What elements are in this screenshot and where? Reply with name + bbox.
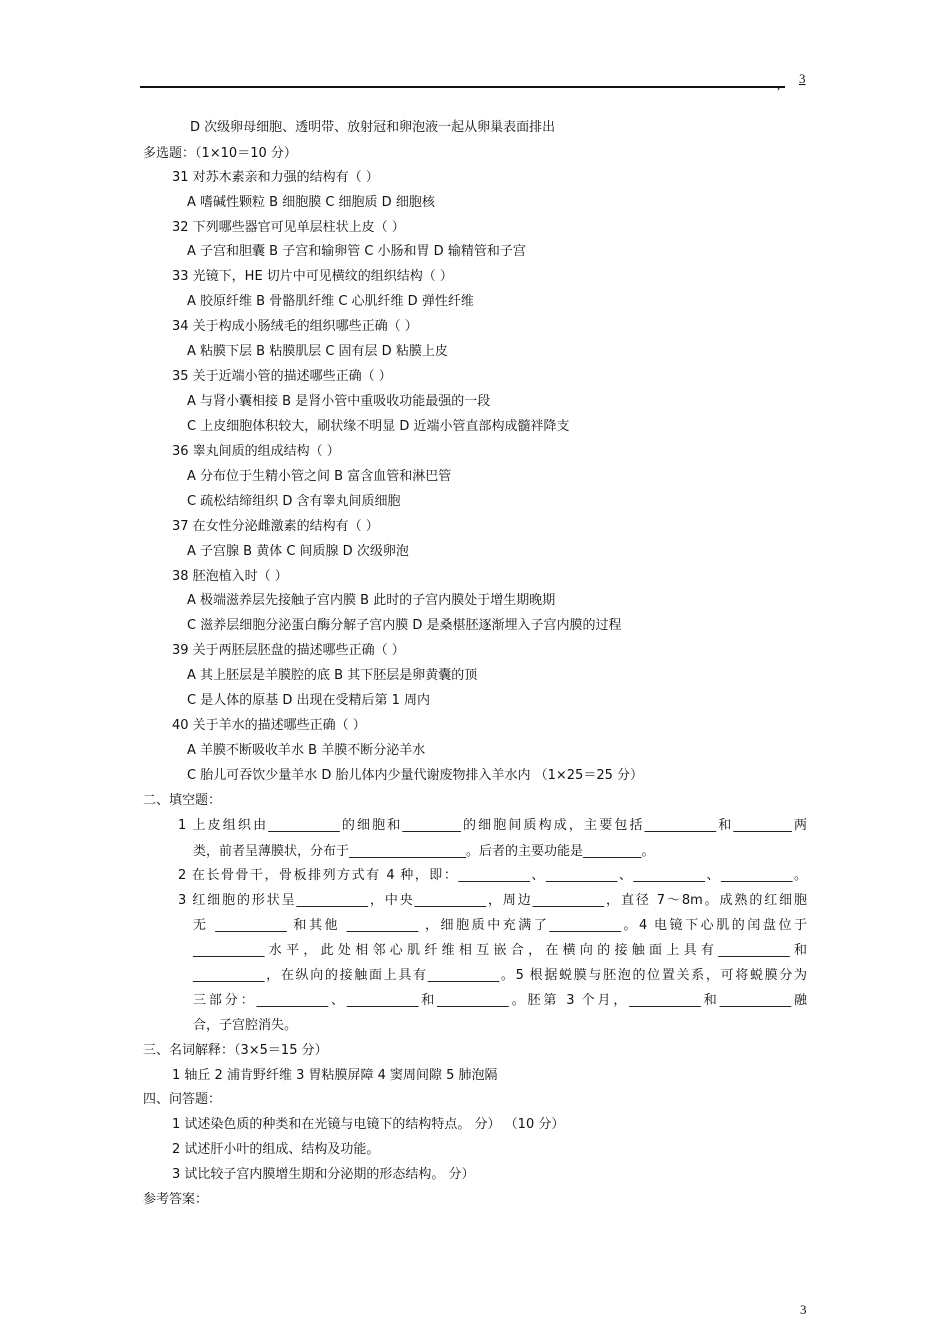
question-stem: 35 关于近端小管的描述哪些正确（ ）: [172, 369, 392, 384]
header-mark: ,: [777, 77, 781, 92]
fill-blank-line: 无 ___________ 和其他 ___________ ，细胞质中充满了___________。4 电镜下心肌的闰盘位于: [193, 918, 807, 933]
question-options: A 羊膜不断吸收羊水 B 羊膜不断分泌羊水: [187, 743, 426, 758]
fill-blank-line: 2 在长骨骨干，骨板排列方式有 4 种，即：___________、___________、___________、___________。: [178, 868, 807, 883]
question-options: C 胎儿可吞饮少量羊水 D 胎儿体内少量代谢废物排入羊水内 （1×25＝25 分）: [187, 768, 643, 783]
question-options: C 上皮细胞体积较大，刷状缘不明显 D 近端小管直部构成髓袢降支: [187, 419, 570, 434]
fill-blank-line: ___________，在纵向的接触面上具有___________。5 根据蜕膜与胚泡的位置关系，可将蜕膜分为: [193, 968, 807, 983]
terms-heading: 三、名词解释：（3×5＝15 分）: [143, 1043, 328, 1058]
terms-list: 1 轴丘 2 浦肯野纤维 3 胃粘膜屏障 4 窦周间隙 5 肺泡隔: [172, 1068, 498, 1083]
question-stem: 37 在女性分泌雌激素的结构有（ ）: [172, 519, 379, 534]
header-rule: [140, 86, 785, 88]
question-options: A 嗜碱性颗粒 B 细胞膜 C 细胞质 D 细胞核: [187, 195, 435, 210]
question-stem: 34 关于构成小肠绒毛的组织哪些正确（ ）: [172, 319, 418, 334]
fill-blank-line: 1 上皮组织由___________的细胞和_________的细胞间质构成，主要包括___________和_________两: [178, 818, 807, 833]
question-options: C 是人体的原基 D 出现在受精后第 1 周内: [187, 693, 431, 708]
fill-blank-line: 三部分：___________、___________和___________。胚第 3 个月，___________和___________融: [193, 993, 807, 1008]
question-stem: 33 光镜下，HE 切片中可见横纹的组织结构（ ）: [172, 269, 453, 284]
question-stem: 31 对苏木素亲和力强的结构有（ ）: [172, 170, 379, 185]
fill-blank-line: 类，前者呈薄膜状，分布于__________________。后者的主要功能是_________。: [193, 844, 655, 859]
question-options: A 其上胚层是羊膜腔的底 B 其下胚层是卵黄囊的顶: [187, 668, 478, 683]
fill-blank-heading: 二、填空题：: [143, 793, 222, 808]
question-options: C 疏松结缔组织 D 含有睾丸间质细胞: [187, 494, 401, 509]
question-options: A 子宫和胆囊 B 子宫和输卵管 C 小肠和胃 D 输精管和子宫: [187, 244, 526, 259]
question-options: A 子宫腺 B 黄体 C 间质腺 D 次级卵泡: [187, 544, 409, 559]
carryover-option: D 次级卵母细胞、透明带、放射冠和卵泡液一起从卵巢表面排出: [190, 120, 556, 135]
essay-heading: 四、问答题：: [143, 1092, 222, 1107]
footer-page-number: 3: [800, 1302, 807, 1317]
fill-blank-line: 3 红细胞的形状呈___________，中央___________，周边___________，直径 7～8m。成熟的红细胞: [178, 893, 807, 908]
essay-question: 1 试述染色质的种类和在光镜与电镜下的结构特点。 分） （10 分）: [172, 1117, 565, 1132]
question-stem: 40 关于羊水的描述哪些正确（ ）: [172, 718, 366, 733]
question-stem: 32 下列哪些器官可见单层柱状上皮（ ）: [172, 220, 405, 235]
header-page-number: 3: [799, 71, 806, 86]
essay-question: 3 试比较子宫内膜增生期和分泌期的形态结构。 分）: [172, 1167, 475, 1182]
question-options: A 粘膜下层 B 粘膜肌层 C 固有层 D 粘膜上皮: [187, 344, 448, 359]
fill-blank-line: ___________水平，此处相邻心肌纤维相互嵌合，在横向的接触面上具有___________和: [193, 943, 807, 958]
question-stem: 38 胚泡植入时（ ）: [172, 569, 288, 584]
fill-blank-line: 合，子宫腔消失。: [193, 1018, 298, 1033]
question-options: A 胶原纤维 B 骨骼肌纤维 C 心肌纤维 D 弹性纤维: [187, 294, 474, 309]
question-options: A 极端滋养层先接触子宫内膜 B 此时的子宫内膜处于增生期晚期: [187, 593, 556, 608]
question-stem: 36 睾丸间质的组成结构（ ）: [172, 444, 340, 459]
multiple-choice-heading: 多选题：（1×10＝10 分）: [143, 146, 297, 161]
essay-question: 2 试述肝小叶的组成、结构及功能。: [172, 1142, 380, 1157]
answers-heading: 参考答案：: [143, 1192, 209, 1207]
question-options: C 滋养层细胞分泌蛋白酶分解子宫内膜 D 是桑椹胚逐渐埋入子宫内膜的过程: [187, 618, 622, 633]
question-stem: 39 关于两胚层胚盘的描述哪些正确（ ）: [172, 643, 405, 658]
question-options: A 分布位于生精小管之间 B 富含血管和淋巴管: [187, 469, 452, 484]
question-options: A 与肾小囊相接 B 是肾小管中重吸收功能最强的一段: [187, 394, 491, 409]
